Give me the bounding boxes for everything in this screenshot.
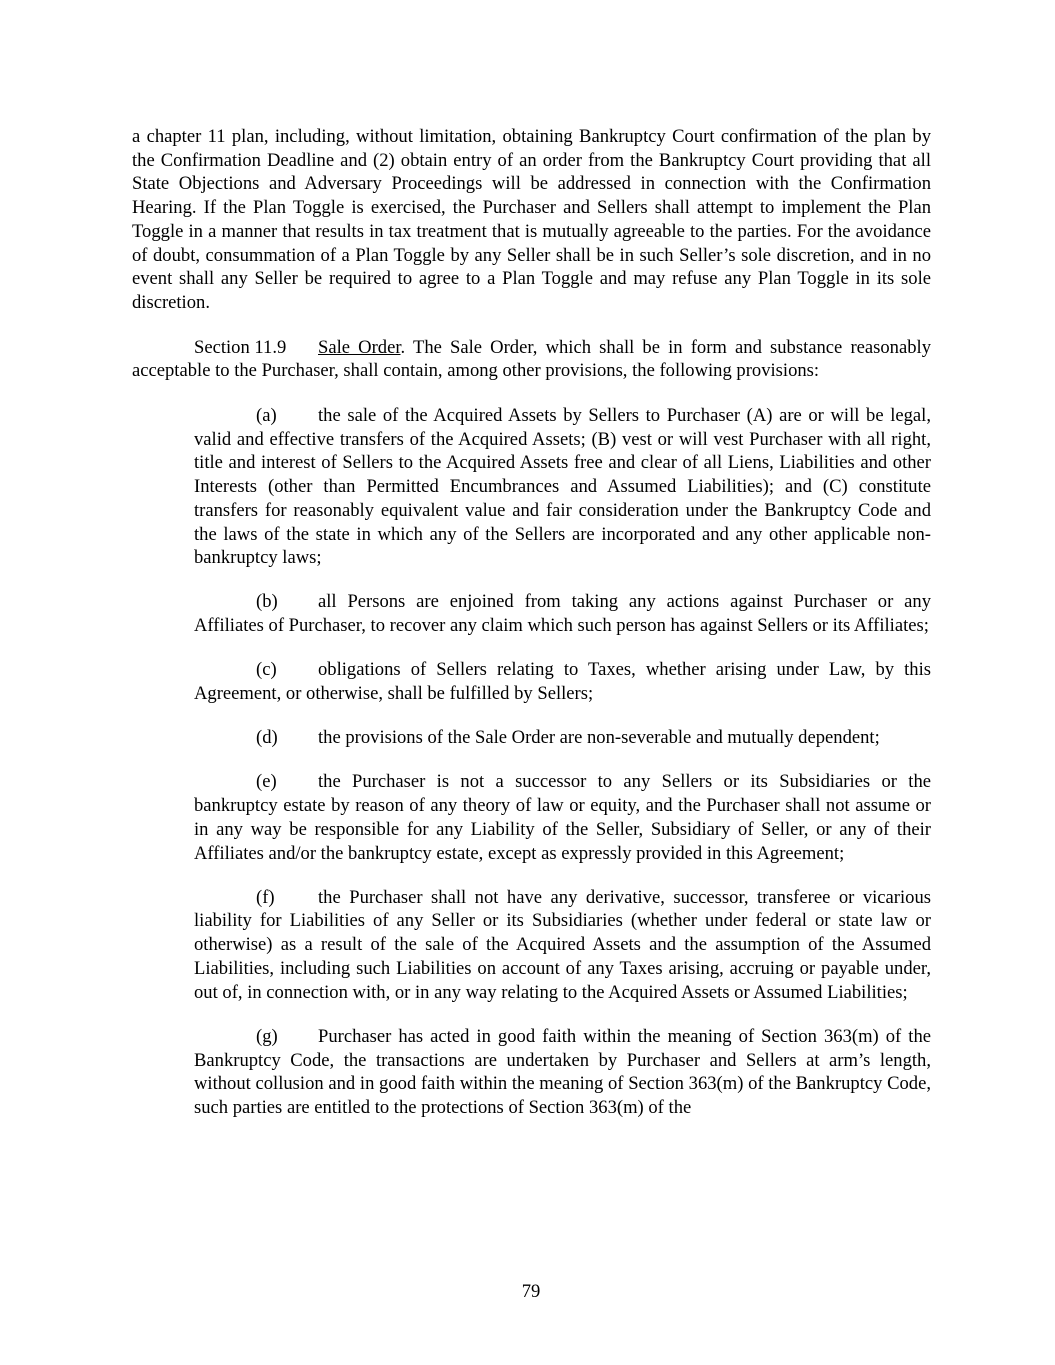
provision-text: the sale of the Acquired Assets by Sellers to Purchaser (A) are or will be legal, valid and effective transfers of the Acquired Assets; (B) vest or will vest Purchaser with all right, title and interest of Sellers to the Acquired Assets free and clear of all Liens, Liabilities and other Interests (other than Permitted Encumbrances and Assumed Liabilities); and (C) constitute transfers for reasonably equivalent value and fair consideration under the Bankruptcy Code and the laws of the state in which any of the Sellers are incorporated and any other applicable non-bankruptcy laws; xyxy=(194,405,931,569)
provision-label: (b) xyxy=(256,591,278,613)
provision-b xyxy=(194,590,931,637)
provision-label: (d) xyxy=(256,727,278,749)
page-number: 79 xyxy=(521,1281,541,1302)
provision-label: (a) xyxy=(256,405,277,427)
intro-paragraph: a chapter 11 plan, including, without limitation, obtaining Bankruptcy Court confirmation of the plan by the Confirmation Deadline and (2) obtain entry of an order from the Bankruptcy Court providing that all State Objections and Adversary Proceedings will be addressed in connection with the Confirmation Hearing. If the Plan Toggle is exercised, the Purchaser and Sellers shall attempt to implement the Plan Toggle in a manner that results in tax treatment that is mutually agreeable to the parties. For the avoidance of doubt, consummation of a Plan Toggle by any Seller shall be in such Seller’s sole discretion, and in no event shall any Seller be required to agree to a Plan Toggle and may refuse any Plan Toggle in its sole discretion. xyxy=(132,126,931,313)
provision-e xyxy=(194,770,931,865)
section-title: Sale Order xyxy=(318,336,401,358)
provision-g xyxy=(194,1025,931,1120)
provision-text: the Purchaser is not a successor to any Sellers or its Subsidiaries or the bankruptcy estate by reason of any theory of law or equity, and the Purchaser shall not assume or in any way be responsible for any Liability of the Seller, Subsidiary of Seller, or any of their Affiliates and/or the bankruptcy estate, except as expressly provided in this Agreement; xyxy=(194,771,931,864)
provision-a xyxy=(194,404,931,570)
provision-f xyxy=(194,886,931,1005)
provision-label: (e) xyxy=(256,771,277,793)
provision-text: all Persons are enjoined from taking any actions against Purchaser or any Affiliates of Purchaser, to recover any claim which such person has against Sellers or its Affiliates; xyxy=(194,591,931,637)
provision-c xyxy=(194,658,931,705)
provision-text: Purchaser has acted in good faith within the meaning of Section 363(m) of the Bankruptcy Code, the transactions are undertaken by Purchaser and Sellers at arm’s length, without collusion and in good faith within the meaning of Section 363(m) of the Bankruptcy Code, such parties are entitled to the protections of Section 363(m) of the xyxy=(194,1025,931,1118)
provision-label: (g) xyxy=(256,1025,278,1047)
document-page xyxy=(132,125,931,1140)
provision-text: the Purchaser shall not have any derivative, successor, transferee or vicarious liability for Liabilities of any Seller or its Subsidiaries (whether under federal or state law or otherwise) as a result of the sale of the Acquired Assets and the assumption of the Assumed Liabilities, including such Liabilities on account of any Taxes arising, accruing or payable under, out of, in connection with, or in any way relating to the Acquired Assets or Assumed Liabilities; xyxy=(194,886,931,1003)
provision-text: the provisions of the Sale Order are non-severable and mutually dependent; xyxy=(318,727,880,749)
section-number: Section 11.9 xyxy=(194,336,287,358)
provision-text: obligations of Sellers relating to Taxes, whether arising under Law, by this Agreement, or otherwise, shall be fulfilled by Sellers; xyxy=(194,659,931,705)
provision-d xyxy=(194,726,931,750)
provision-label: (f) xyxy=(256,886,275,908)
section-text: . The Sale Order, which shall be in form and substance reasonably acceptable to the Purchaser, shall contain, among other provisions, the following provisions: xyxy=(132,336,931,382)
section-11-9-paragraph xyxy=(132,336,931,383)
provision-label: (c) xyxy=(256,659,277,681)
